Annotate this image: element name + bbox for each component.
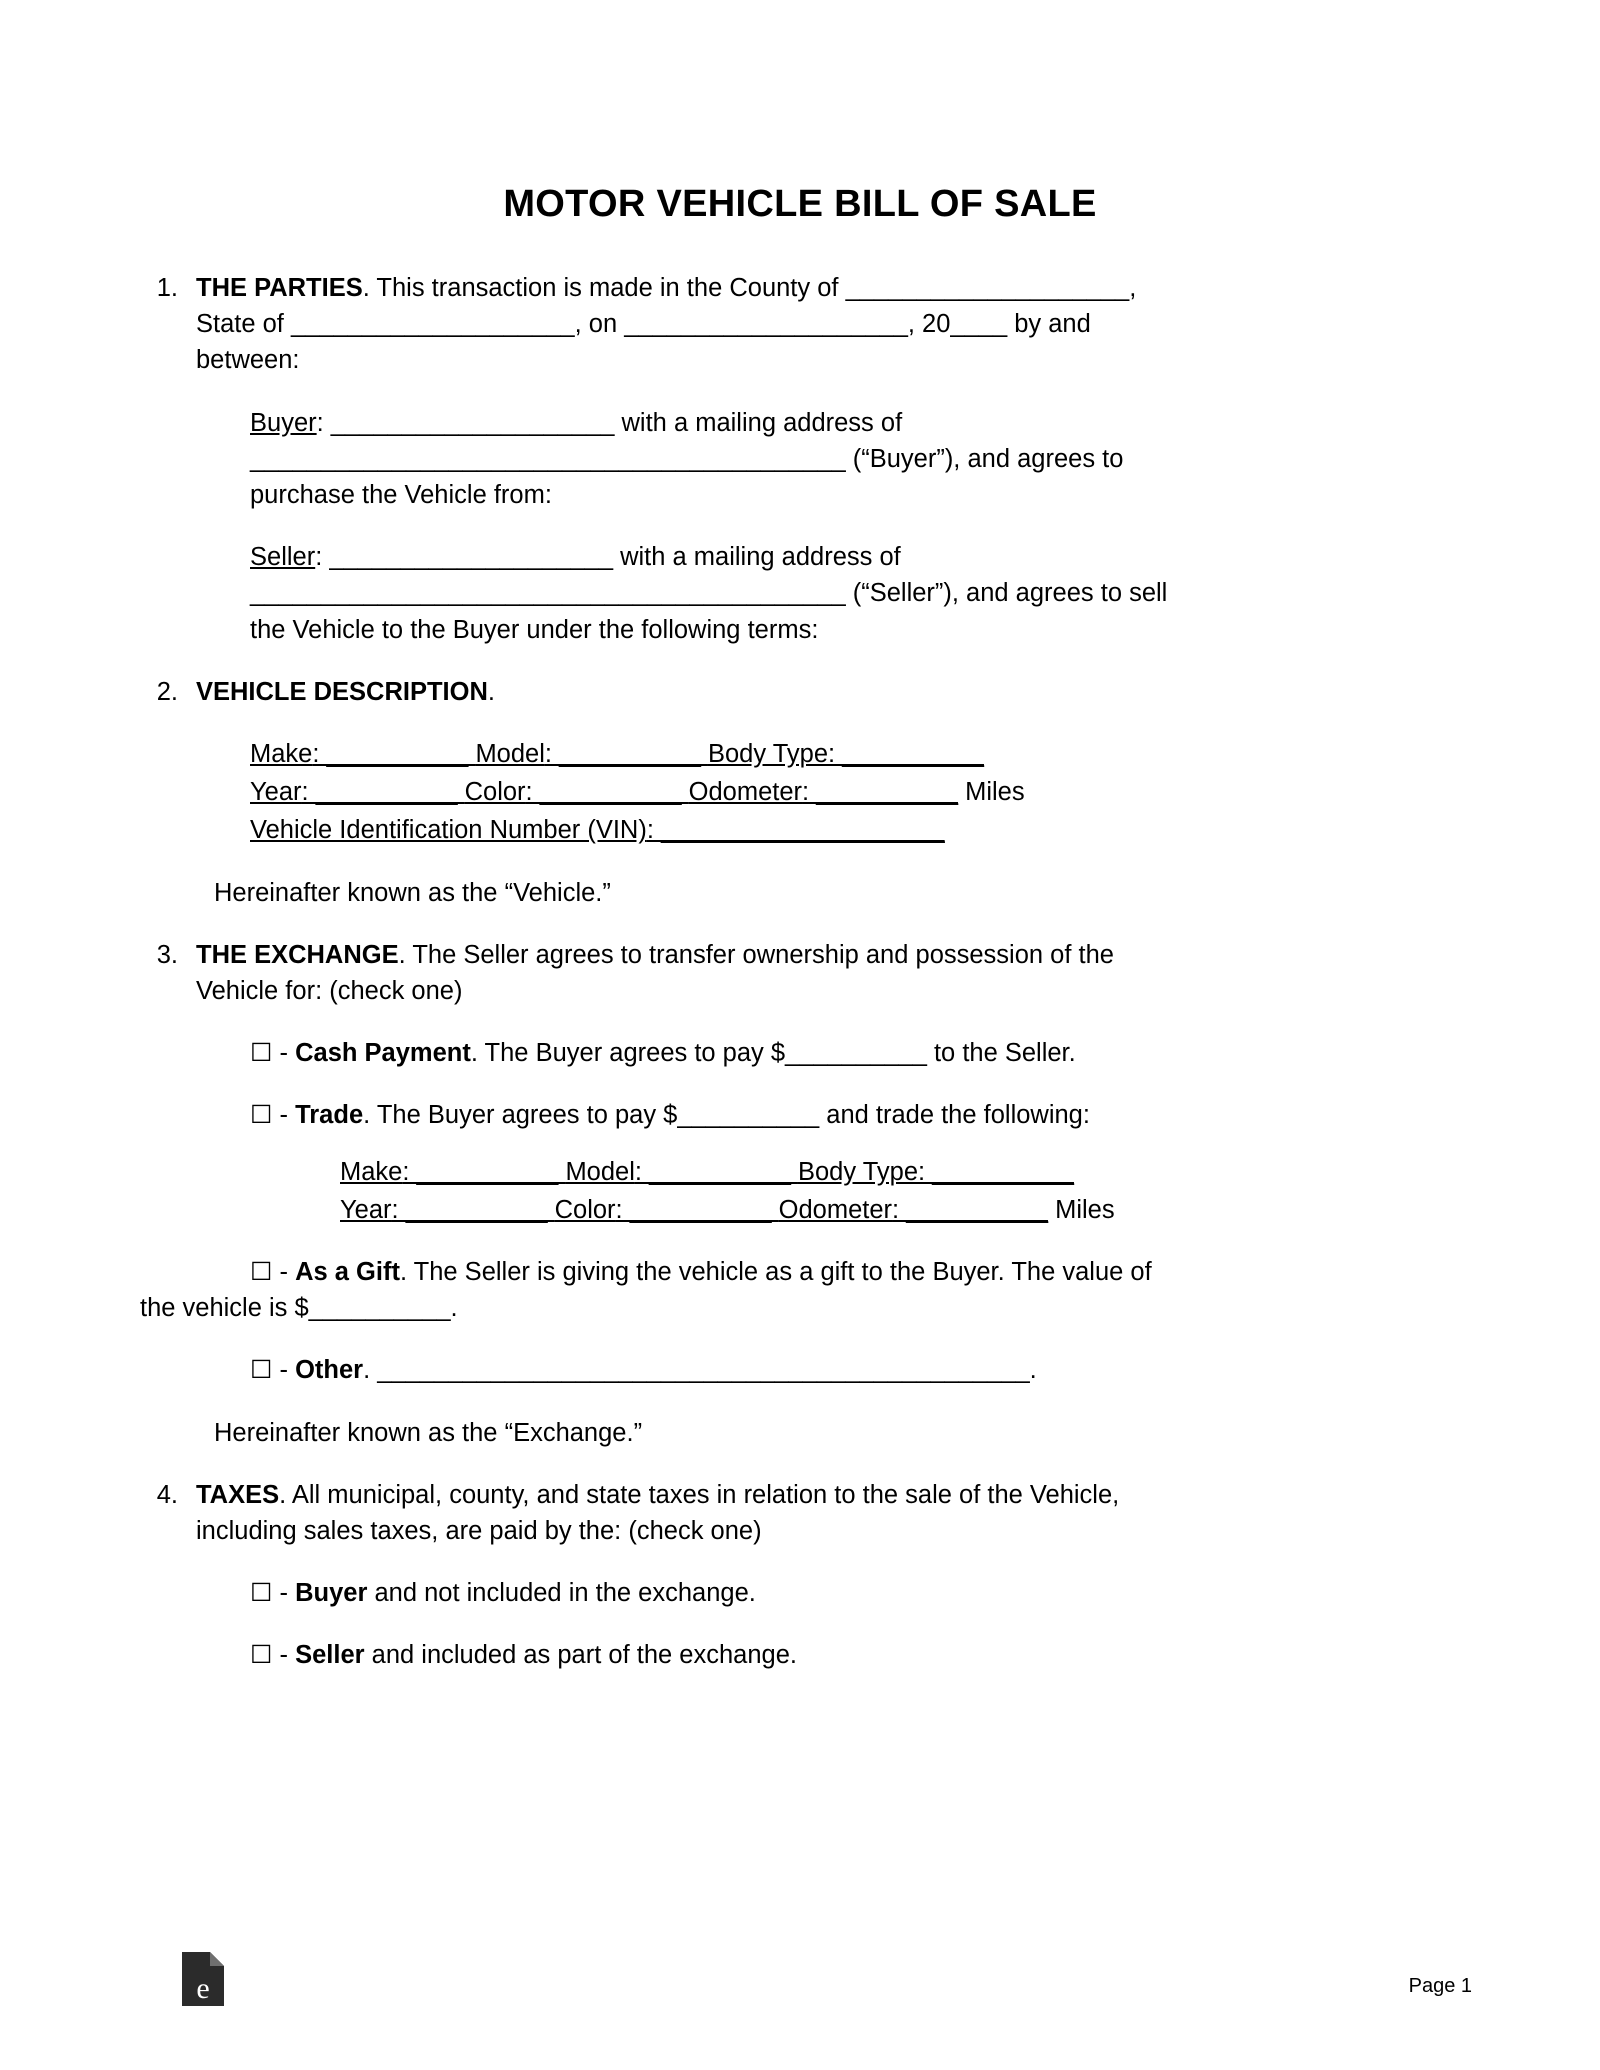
vin-label: Vehicle Identification Number (VIN) (250, 816, 647, 845)
vehicle-fields-row-3 (250, 812, 1460, 848)
vehicle-hereinafter: Hereinafter known as the “Vehicle.” (214, 878, 611, 907)
odometer-blank[interactable]: : __________ (802, 778, 959, 807)
cash-prefix: - (272, 1039, 296, 1068)
vehicle-fields-row-1 (250, 736, 1460, 772)
exchange-hereinafter: Hereinafter known as the “Exchange.” (214, 1418, 643, 1447)
clause-number: 2. (156, 677, 178, 706)
taxes-text-1: . All municipal, county, and state taxes in relation to the sale of the Vehicle, (279, 1480, 1120, 1509)
clause-body (196, 270, 1460, 379)
seller-text-1: : ____________________ with a mailing address of (315, 543, 901, 572)
parties-heading: THE PARTIES (196, 274, 363, 302)
trade-odometer-blank[interactable]: : __________ (892, 1195, 1049, 1224)
option-as-a-gift[interactable] (140, 1254, 1460, 1326)
exchange-text-1: . The Seller agrees to transfer ownership and possession of the (398, 940, 1114, 969)
trade-text: . The Buyer agrees to pay $__________ and trade the following: (363, 1101, 1090, 1130)
option-taxes-buyer[interactable] (250, 1575, 1460, 1611)
gift-line-1 (250, 1254, 1460, 1290)
clause-vehicle-description (140, 674, 1460, 710)
color-label: Color (464, 778, 526, 807)
checkbox-as-a-gift[interactable]: ☐ (250, 1258, 273, 1287)
body-type-blank[interactable]: : __________ (828, 740, 984, 769)
checkbox-cash-payment[interactable]: ☐ (250, 1039, 273, 1068)
vehicle-fields (250, 736, 1460, 849)
body-type-label: Body Type (707, 740, 828, 769)
checkbox-trade[interactable]: ☐ (250, 1101, 273, 1130)
option-other[interactable] (250, 1352, 1460, 1388)
parties-text-1: . This transaction is made in the County of ____________________, (362, 274, 1137, 302)
vehicle-heading-line (196, 674, 1460, 710)
trade-model-blank[interactable]: : __________ (634, 1157, 798, 1186)
model-label: Model (475, 740, 545, 769)
taxes-line-1 (196, 1477, 1460, 1513)
other-label: Other (295, 1356, 364, 1385)
trade-color-label: Color (554, 1195, 616, 1224)
option-taxes-seller[interactable] (250, 1637, 1460, 1673)
seller-line-2: __________________________________________ (“Seller”), and agrees to sell (250, 579, 1168, 608)
parties-line-1 (196, 270, 1460, 306)
checkbox-other[interactable]: ☐ (250, 1356, 273, 1385)
other-blank[interactable]: . ______________________________________________. (363, 1356, 1037, 1385)
taxes-buyer-label: Buyer (295, 1579, 368, 1608)
trade-odometer-label: Odometer (778, 1195, 893, 1224)
trade-body-type-blank[interactable]: : __________ (918, 1157, 1074, 1186)
seller-label: Seller (250, 543, 316, 572)
svg-text:e: e (196, 1972, 210, 2005)
clause-number: 3. (156, 940, 178, 969)
taxes-buyer-prefix: - (272, 1579, 296, 1608)
efile-document-icon (180, 1950, 226, 2008)
page-title: MOTOR VEHICLE BILL OF SALE (503, 183, 1097, 225)
exchange-line-2: Vehicle for: (check one) (196, 977, 463, 1006)
trade-fields-row-1 (340, 1154, 1460, 1190)
trade-prefix: - (272, 1101, 296, 1130)
taxes-buyer-text: and not included in the exchange. (367, 1579, 756, 1608)
as-a-gift-label: As a Gift (295, 1258, 400, 1287)
taxes-heading: TAXES (196, 1480, 280, 1509)
checkbox-taxes-buyer[interactable]: ☐ (250, 1579, 273, 1608)
trade-body-type-label: Body Type (797, 1157, 918, 1186)
trade-label: Trade (295, 1101, 364, 1130)
exchange-heading: THE EXCHANGE (196, 940, 399, 969)
model-blank[interactable]: : __________ (544, 740, 708, 769)
vehicle-fields-row-2 (250, 774, 1460, 810)
buyer-label: Buyer (250, 408, 317, 437)
clause-number: 4. (156, 1480, 178, 1509)
taxes-seller-text: and included as part of the exchange. (364, 1641, 797, 1670)
buyer-line-2: __________________________________________ (“Buyer”), and agrees to (250, 444, 1124, 473)
buyer-line-1 (250, 405, 1460, 441)
trade-year-blank[interactable]: : __________ (391, 1195, 555, 1224)
make-label: Make (250, 740, 313, 769)
page-number: Page 1 (1408, 1975, 1472, 1997)
taxes-seller-prefix: - (272, 1641, 296, 1670)
clause-body (196, 1477, 1460, 1549)
other-prefix: - (272, 1356, 296, 1385)
gift-prefix: - (272, 1258, 296, 1287)
parties-line-2: State of ____________________, on ____________________, 20____ by and (196, 310, 1091, 339)
buyer-text-1: : ____________________ with a mailing address of (316, 408, 903, 437)
option-cash-payment[interactable] (250, 1035, 1460, 1071)
year-blank[interactable]: : __________ (301, 778, 465, 807)
clause-body (196, 937, 1460, 1009)
option-trade[interactable] (250, 1097, 1460, 1133)
cash-payment-label: Cash Payment (295, 1039, 471, 1068)
clause-body (196, 674, 1460, 710)
clause-the-exchange (140, 937, 1460, 1009)
clause-the-parties (140, 270, 1460, 379)
trade-vehicle-fields (340, 1154, 1460, 1228)
vehicle-heading-suffix: . (487, 677, 495, 706)
clause-number: 1. (156, 274, 178, 302)
buyer-line-3: purchase the Vehicle from: (250, 481, 552, 510)
odometer-units: Miles (958, 778, 1025, 807)
make-blank[interactable]: : __________ (312, 740, 476, 769)
gift-line-2: the vehicle is $__________. (140, 1294, 458, 1323)
trade-year-label: Year (340, 1195, 392, 1224)
trade-make-label: Make (340, 1157, 403, 1186)
taxes-seller-label: Seller (295, 1641, 365, 1670)
clause-taxes (140, 1477, 1460, 1549)
gift-text-1: . The Seller is giving the vehicle as a gift to the Buyer. The value of (399, 1258, 1152, 1287)
trade-color-blank[interactable]: : __________ (615, 1195, 779, 1224)
odometer-label: Odometer (688, 778, 803, 807)
trade-odometer-units: Miles (1048, 1195, 1115, 1224)
seller-line-3: the Vehicle to the Buyer under the following terms: (250, 615, 819, 644)
taxes-line-2: including sales taxes, are paid by the: (check one) (196, 1517, 762, 1546)
cash-payment-text: . The Buyer agrees to pay $__________ to the Seller. (470, 1039, 1076, 1068)
trade-make-blank[interactable]: : __________ (402, 1157, 566, 1186)
seller-block (250, 539, 1460, 648)
checkbox-taxes-seller[interactable]: ☐ (250, 1641, 273, 1670)
trade-model-label: Model (565, 1157, 635, 1186)
parties-line-3: between: (196, 346, 300, 375)
buyer-block (250, 405, 1460, 514)
trade-fields-row-2 (340, 1192, 1460, 1228)
vehicle-heading: VEHICLE DESCRIPTION (196, 677, 488, 706)
year-label: Year (250, 778, 302, 807)
vin-blank[interactable]: : ____________________ (646, 816, 945, 845)
seller-line-1 (250, 539, 1460, 575)
color-blank[interactable]: : __________ (525, 778, 689, 807)
exchange-line-1 (196, 937, 1460, 973)
